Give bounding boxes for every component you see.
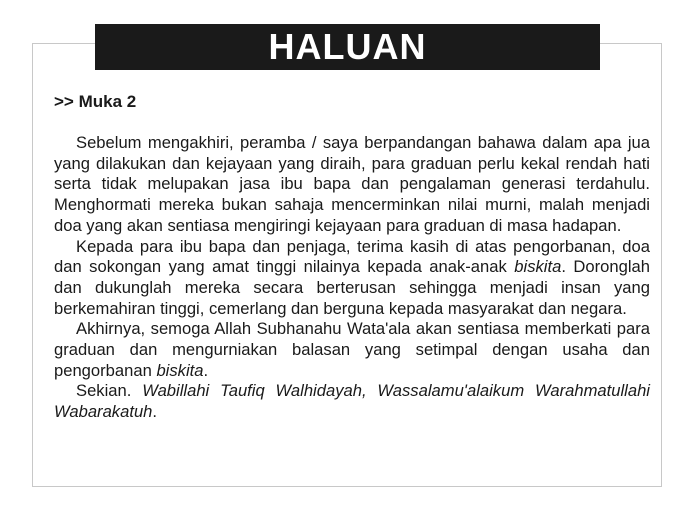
- page-title: HALUAN: [95, 24, 600, 70]
- paragraph-text: . Doronglah dan dukunglah mereka secara berterusan sehingga menjadi insan yang berkemahiran tinggi, cemerlang dan berguna kepada masyarakat dan negara.: [54, 257, 650, 318]
- paragraph-3: [54, 319, 650, 381]
- paragraph-2: [54, 237, 650, 320]
- paragraph-emphasis: Wabillahi Taufiq Walhidayah, Wassalamu'alaikum Warahmatullahi Wabarakatuh: [54, 381, 650, 422]
- paragraph-text: Sebelum mengakhiri, peramba / saya berpandangan bahawa dalam apa jua yang dilakukan dan kejayaan yang diraih, para graduan perlu kekal rendah hati serta tidak melupakan jasa ibu bapa dan pengalaman generasi terdahulu. Menghormati mereka bukan sahaja mencerminkan nilai murni, malah menjadi doa yang akan sentiasa mengiringi kejayaan para graduan di masa hadapan.: [54, 133, 650, 235]
- section-label: >> Muka 2: [54, 92, 137, 111]
- article-body: [54, 133, 650, 423]
- paragraph-1: [54, 133, 650, 237]
- paragraph-text: .: [152, 402, 158, 422]
- paragraph-text: Sekian.: [76, 381, 143, 401]
- paragraph-emphasis: biskita: [156, 360, 204, 380]
- paragraph-text: Akhirnya, semoga Allah Subhanahu Wata'ala akan sentiasa memberkati para graduan dan mengurniakan balasan yang setimpal dengan usaha dan pengorbanan: [54, 319, 650, 380]
- paragraph-text: Kepada para ibu bapa dan penjaga, terima kasih di atas pengorbanan, doa dan sokongan yang amat tinggi nilainya kepada anak-anak: [54, 236, 650, 277]
- paragraph-text: .: [203, 360, 209, 380]
- paragraph-4: [54, 381, 650, 422]
- paragraph-emphasis: biskita: [514, 257, 562, 277]
